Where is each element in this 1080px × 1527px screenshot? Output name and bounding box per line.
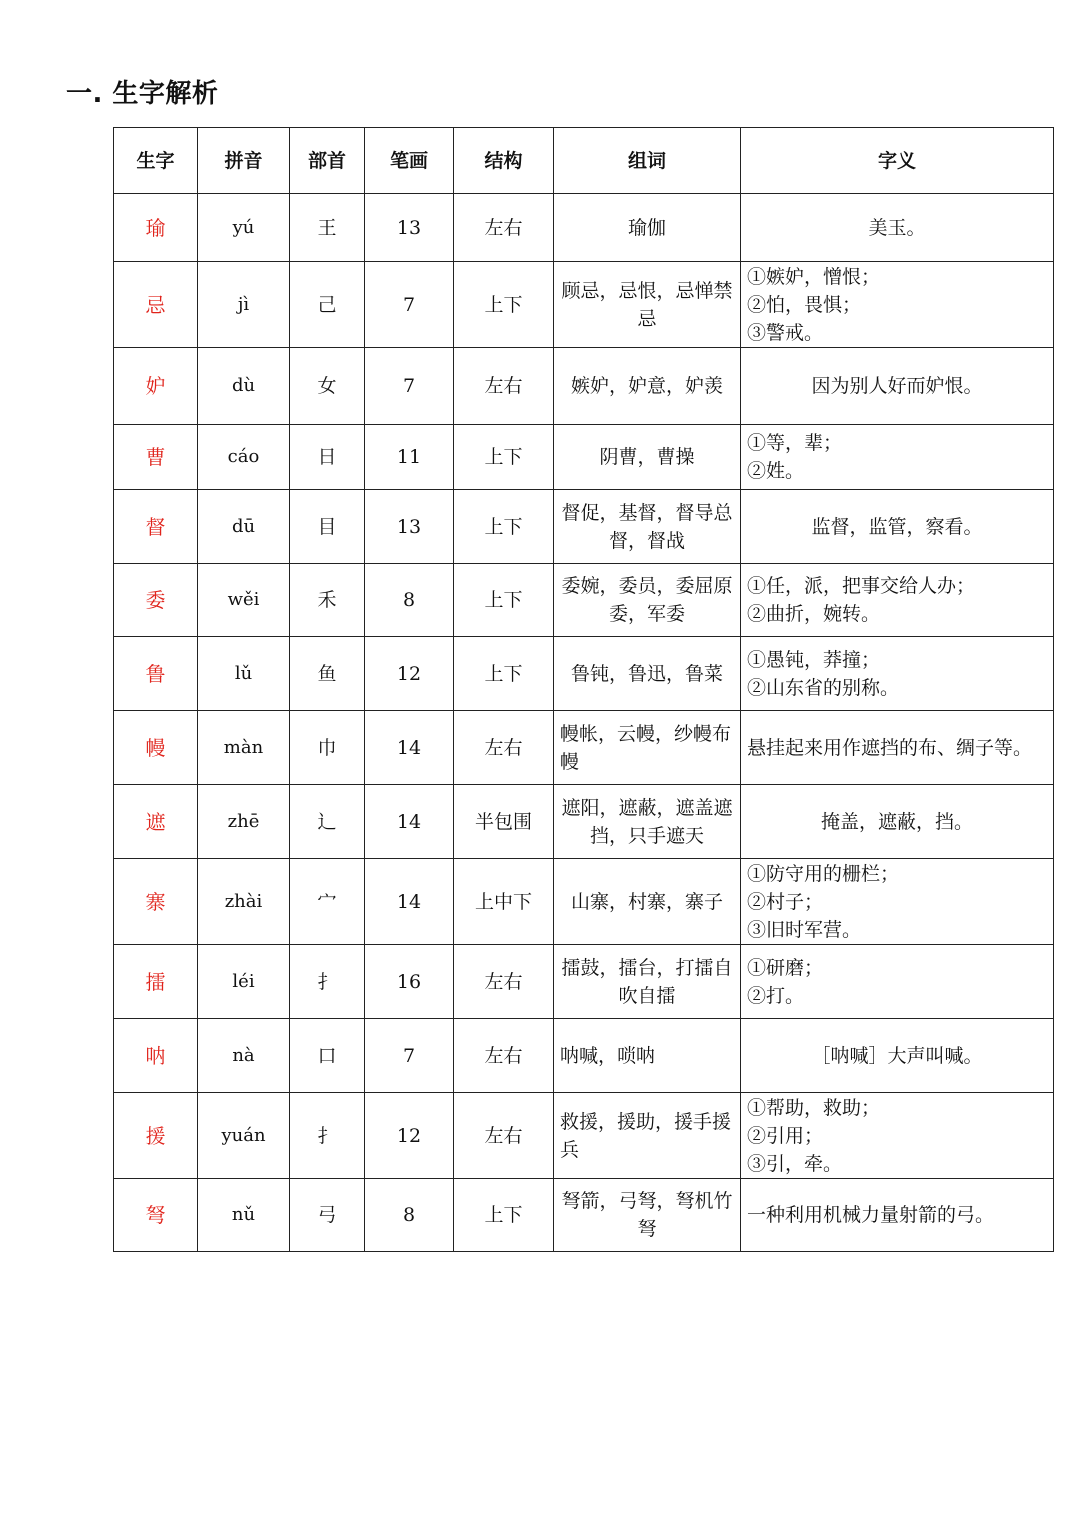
words-cell: 遮阳，遮蔽，遮盖遮挡，只手遮天 bbox=[554, 785, 741, 859]
strokes-cell: 14 bbox=[365, 859, 454, 945]
structure-cell: 左右 bbox=[454, 194, 554, 262]
header-radical: 部首 bbox=[290, 128, 365, 194]
words-cell: 幔帐，云幔，纱幔布幔 bbox=[554, 711, 741, 785]
words-cell: 督促，基督，督导总督，督战 bbox=[554, 490, 741, 564]
strokes-cell: 12 bbox=[365, 1093, 454, 1179]
radical-cell: 辶 bbox=[290, 785, 365, 859]
meaning-line: ①帮助，救助； bbox=[747, 1096, 881, 1119]
strokes-cell: 14 bbox=[365, 711, 454, 785]
meaning-line: 一种利用机械力量射箭的弓。 bbox=[747, 1204, 995, 1226]
radical-cell: 鱼 bbox=[290, 637, 365, 711]
header-row bbox=[114, 128, 1054, 194]
header-structure: 结构 bbox=[454, 128, 554, 194]
meaning-cell bbox=[741, 1093, 1054, 1179]
structure-cell: 左右 bbox=[454, 348, 554, 425]
table-row bbox=[114, 1093, 1054, 1179]
words-cell: 阴曹，曹操 bbox=[554, 425, 741, 490]
structure-cell: 左右 bbox=[454, 1019, 554, 1093]
structure-cell: 上下 bbox=[454, 1179, 554, 1252]
section-title: 一. 生字解析 bbox=[66, 79, 219, 109]
table-row bbox=[114, 194, 1054, 262]
meaning-line: ①嫉妒，憎恨； bbox=[747, 265, 881, 288]
table-row bbox=[114, 262, 1054, 348]
radical-cell: 王 bbox=[290, 194, 365, 262]
char-cell: 呐 bbox=[114, 1019, 198, 1093]
char-cell: 幔 bbox=[114, 711, 198, 785]
pinyin-cell: lǔ bbox=[198, 637, 290, 711]
table-row bbox=[114, 490, 1054, 564]
pinyin-cell: nà bbox=[198, 1019, 290, 1093]
header-char: 生字 bbox=[114, 128, 198, 194]
meaning-line: ①等，辈； bbox=[747, 432, 843, 454]
words-cell: 瑜伽 bbox=[554, 194, 741, 262]
meaning-line: 美玉。 bbox=[868, 216, 926, 239]
meaning-line: ②打。 bbox=[747, 984, 805, 1007]
char-cell: 擂 bbox=[114, 945, 198, 1019]
radical-cell: 己 bbox=[290, 262, 365, 348]
structure-cell: 上下 bbox=[454, 564, 554, 637]
meaning-cell bbox=[741, 1179, 1054, 1252]
meaning-line: ①任，派，把事交给人办； bbox=[747, 575, 976, 597]
words-cell: 委婉，委员，委屈原委，军委 bbox=[554, 564, 741, 637]
words-cell: 山寨，村寨，寨子 bbox=[554, 859, 741, 945]
meaning-cell bbox=[741, 490, 1054, 564]
radical-cell: 扌 bbox=[290, 945, 365, 1019]
table-row bbox=[114, 945, 1054, 1019]
char-cell: 鲁 bbox=[114, 637, 198, 711]
meaning-cell bbox=[741, 564, 1054, 637]
structure-cell: 左右 bbox=[454, 945, 554, 1019]
character-analysis-table bbox=[113, 127, 1054, 1252]
radical-cell: 宀 bbox=[290, 859, 365, 945]
table-row bbox=[114, 859, 1054, 945]
strokes-cell: 14 bbox=[365, 785, 454, 859]
radical-cell: 巾 bbox=[290, 711, 365, 785]
char-cell: 忌 bbox=[114, 262, 198, 348]
meaning-line: 监督，监管，察看。 bbox=[811, 515, 983, 538]
meaning-cell bbox=[741, 348, 1054, 425]
structure-cell: 半包围 bbox=[454, 785, 554, 859]
char-cell: 委 bbox=[114, 564, 198, 637]
meaning-cell bbox=[741, 194, 1054, 262]
header-meaning: 字义 bbox=[741, 128, 1054, 194]
words-cell: 鲁钝，鲁迅，鲁菜 bbox=[554, 637, 741, 711]
table-row bbox=[114, 564, 1054, 637]
words-cell: 嫉妒，妒意，妒羡 bbox=[554, 348, 741, 425]
strokes-cell: 11 bbox=[365, 425, 454, 490]
strokes-cell: 7 bbox=[365, 348, 454, 425]
radical-cell: 目 bbox=[290, 490, 365, 564]
structure-cell: 左右 bbox=[454, 711, 554, 785]
char-cell: 瑜 bbox=[114, 194, 198, 262]
radical-cell: 日 bbox=[290, 425, 365, 490]
meaning-cell bbox=[741, 785, 1054, 859]
radical-cell: 弓 bbox=[290, 1179, 365, 1252]
table-row bbox=[114, 348, 1054, 425]
strokes-cell: 8 bbox=[365, 564, 454, 637]
strokes-cell: 7 bbox=[365, 262, 454, 348]
char-cell: 曹 bbox=[114, 425, 198, 490]
meaning-line: ②怕，畏惧； bbox=[747, 293, 862, 316]
strokes-cell: 8 bbox=[365, 1179, 454, 1252]
pinyin-cell: nǔ bbox=[198, 1179, 290, 1252]
structure-cell: 左右 bbox=[454, 1093, 554, 1179]
pinyin-cell: màn bbox=[198, 711, 290, 785]
meaning-cell bbox=[741, 262, 1054, 348]
words-cell: 呐喊，唢呐 bbox=[554, 1019, 741, 1093]
meaning-line: ［呐喊］大声叫喊。 bbox=[811, 1044, 983, 1067]
meaning-cell bbox=[741, 637, 1054, 711]
pinyin-cell: zhài bbox=[198, 859, 290, 945]
table-row bbox=[114, 637, 1054, 711]
meaning-line: ①研磨； bbox=[747, 956, 824, 979]
char-cell: 弩 bbox=[114, 1179, 198, 1252]
pinyin-cell: zhē bbox=[198, 785, 290, 859]
pinyin-cell: léi bbox=[198, 945, 290, 1019]
table-row bbox=[114, 711, 1054, 785]
words-cell: 弩箭，弓弩，弩机竹弩 bbox=[554, 1179, 741, 1252]
char-cell: 妒 bbox=[114, 348, 198, 425]
meaning-line: ③旧时军营。 bbox=[747, 918, 862, 941]
char-cell: 援 bbox=[114, 1093, 198, 1179]
radical-cell: 扌 bbox=[290, 1093, 365, 1179]
meaning-line: ③警戒。 bbox=[747, 321, 824, 344]
meaning-line: ②村子； bbox=[747, 890, 824, 913]
meaning-line: 因为别人好而妒恨。 bbox=[811, 375, 983, 397]
header-words: 组词 bbox=[554, 128, 741, 194]
table-row bbox=[114, 425, 1054, 490]
strokes-cell: 7 bbox=[365, 1019, 454, 1093]
radical-cell: 口 bbox=[290, 1019, 365, 1093]
header-strokes: 笔画 bbox=[365, 128, 454, 194]
pinyin-cell: dū bbox=[198, 490, 290, 564]
structure-cell: 上下 bbox=[454, 425, 554, 490]
header-pinyin: 拼音 bbox=[198, 128, 290, 194]
char-cell: 督 bbox=[114, 490, 198, 564]
radical-cell: 禾 bbox=[290, 564, 365, 637]
meaning-line: ②姓。 bbox=[747, 460, 805, 482]
meaning-line: ②山东省的别称。 bbox=[747, 676, 900, 699]
radical-cell: 女 bbox=[290, 348, 365, 425]
meaning-cell bbox=[741, 1019, 1054, 1093]
words-cell: 救援，援助，援手援兵 bbox=[554, 1093, 741, 1179]
words-cell: 顾忌，忌恨，忌惮禁忌 bbox=[554, 262, 741, 348]
meaning-line: 掩盖，遮蔽，挡。 bbox=[820, 810, 973, 833]
structure-cell: 上中下 bbox=[454, 859, 554, 945]
strokes-cell: 16 bbox=[365, 945, 454, 1019]
pinyin-cell: cáo bbox=[198, 425, 290, 490]
meaning-cell bbox=[741, 945, 1054, 1019]
meaning-line: ②曲折，婉转。 bbox=[747, 603, 881, 625]
meaning-line: ②引用； bbox=[747, 1124, 824, 1147]
meaning-line: 悬挂起来用作遮挡的布、绸子等。 bbox=[747, 736, 1033, 759]
structure-cell: 上下 bbox=[454, 637, 554, 711]
meaning-line: ①防守用的栅栏； bbox=[747, 862, 900, 885]
meaning-cell bbox=[741, 425, 1054, 490]
pinyin-cell: yú bbox=[198, 194, 290, 262]
meaning-line: ①愚钝，莽撞； bbox=[747, 648, 881, 671]
meaning-cell bbox=[741, 711, 1054, 785]
char-cell: 遮 bbox=[114, 785, 198, 859]
pinyin-cell: yuán bbox=[198, 1093, 290, 1179]
structure-cell: 上下 bbox=[454, 262, 554, 348]
pinyin-cell: jì bbox=[198, 262, 290, 348]
strokes-cell: 13 bbox=[365, 490, 454, 564]
strokes-cell: 13 bbox=[365, 194, 454, 262]
pinyin-cell: dù bbox=[198, 348, 290, 425]
words-cell: 擂鼓，擂台，打擂自吹自擂 bbox=[554, 945, 741, 1019]
meaning-cell bbox=[741, 859, 1054, 945]
table-row bbox=[114, 1179, 1054, 1252]
strokes-cell: 12 bbox=[365, 637, 454, 711]
meaning-line: ③引，牵。 bbox=[747, 1152, 843, 1175]
table-row bbox=[114, 1019, 1054, 1093]
char-cell: 寨 bbox=[114, 859, 198, 945]
pinyin-cell: wěi bbox=[198, 564, 290, 637]
structure-cell: 上下 bbox=[454, 490, 554, 564]
table-row bbox=[114, 785, 1054, 859]
